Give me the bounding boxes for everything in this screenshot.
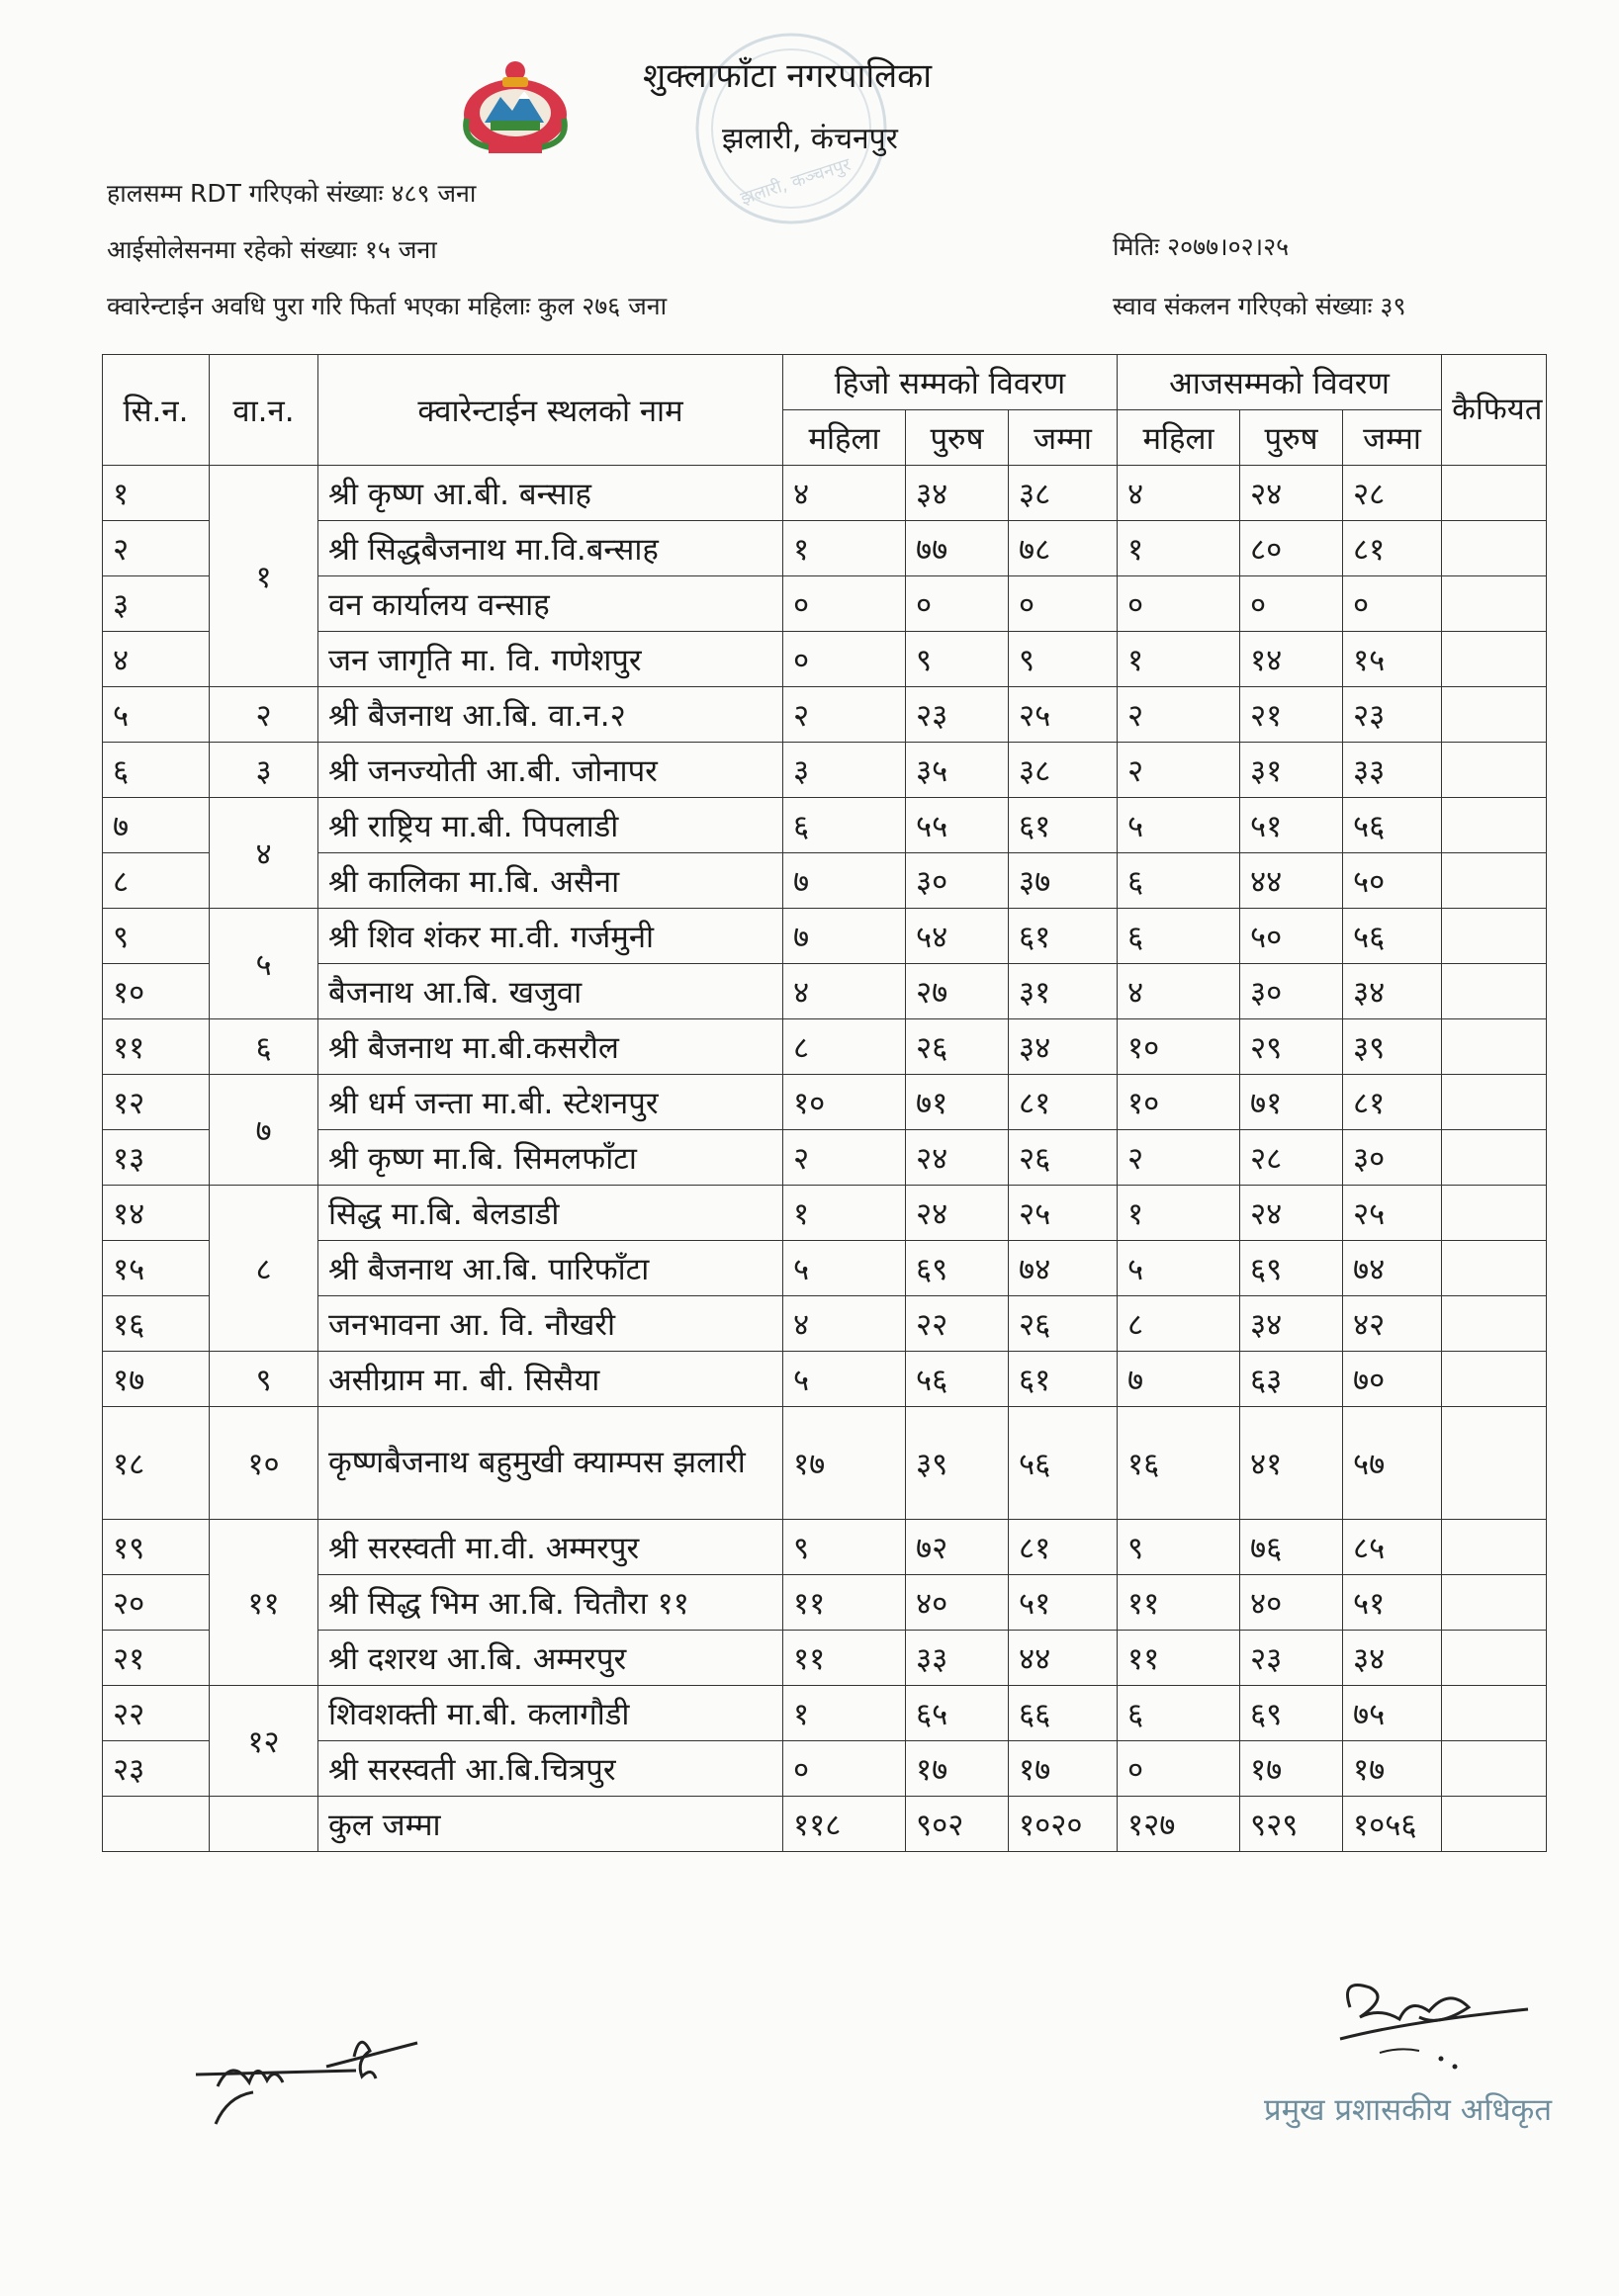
today-male-cell: ६३ <box>1240 1352 1343 1407</box>
remarks-cell <box>1442 1575 1547 1631</box>
ward-cell: १२ <box>210 1686 318 1797</box>
today-female-cell: १० <box>1118 1019 1240 1075</box>
today-male-cell: ३४ <box>1240 1296 1343 1352</box>
today-female-cell: ११ <box>1118 1575 1240 1631</box>
sn-cell: १ <box>103 466 210 521</box>
yesterday-female-cell: ११ <box>783 1575 906 1631</box>
nepal-emblem-icon <box>457 57 574 156</box>
ward-cell: ८ <box>210 1186 318 1352</box>
table-row <box>103 1575 1547 1631</box>
yesterday-male-cell: ७२ <box>906 1520 1009 1575</box>
today-male-cell: ० <box>1240 576 1343 632</box>
sn-cell: १८ <box>103 1407 210 1520</box>
yesterday-female-cell: २ <box>783 687 906 743</box>
yesterday-male-cell: ४० <box>906 1575 1009 1631</box>
office-name: शुक्लाफाँटा नगरपालिका <box>643 56 933 96</box>
remarks-cell <box>1442 1686 1547 1741</box>
isolation-count: आईसोलेसनमा रहेको संख्याः १५ जना <box>107 235 437 264</box>
yesterday-female-header: महिला <box>783 410 906 466</box>
yesterday-female-cell: ११ <box>783 1631 906 1686</box>
today-total-cell: ८१ <box>1343 1075 1442 1130</box>
sn-cell: ३ <box>103 576 210 632</box>
remarks-cell <box>1442 576 1547 632</box>
yesterday-total-cell: १७ <box>1009 1741 1118 1797</box>
today-header: आजसम्मको विवरण <box>1118 355 1442 410</box>
place-cell: श्री सरस्वती आ.बि.चित्रपुर <box>318 1741 783 1797</box>
today-male-cell: ४४ <box>1240 853 1343 909</box>
remarks-cell <box>1442 1186 1547 1241</box>
today-female-header: महिला <box>1118 410 1240 466</box>
yesterday-female-cell: ५ <box>783 1352 906 1407</box>
yesterday-female-cell: १ <box>783 1186 906 1241</box>
yesterday-total-cell: ३८ <box>1009 743 1118 798</box>
today-total-cell: ० <box>1343 576 1442 632</box>
yesterday-total-cell: ९ <box>1009 632 1118 687</box>
today-female-cell: ० <box>1118 576 1240 632</box>
yesterday-total-cell: ६१ <box>1009 1352 1118 1407</box>
yesterday-total-cell: २५ <box>1009 687 1118 743</box>
yesterday-total-cell: ३७ <box>1009 853 1118 909</box>
yesterday-total-cell: २५ <box>1009 1186 1118 1241</box>
today-male-cell: २९ <box>1240 1019 1343 1075</box>
today-female-total: १२७ <box>1118 1797 1240 1852</box>
today-male-cell: १७ <box>1240 1741 1343 1797</box>
total-label: कुल जम्मा <box>318 1797 783 1852</box>
today-male-total: ९२९ <box>1240 1797 1343 1852</box>
yesterday-female-cell: ७ <box>783 853 906 909</box>
place-cell: श्री सिद्ध भिम आ.बि. चितौरा ११ <box>318 1575 783 1631</box>
ward-cell: ४ <box>210 798 318 909</box>
ward-cell: ६ <box>210 1019 318 1075</box>
today-female-cell: २ <box>1118 687 1240 743</box>
table-row <box>103 1186 1547 1241</box>
remarks-cell <box>1442 1797 1547 1852</box>
yesterday-total-cell: ५६ <box>1009 1407 1118 1520</box>
yesterday-total-cell: ६१ <box>1009 798 1118 853</box>
sn-cell: १६ <box>103 1296 210 1352</box>
yesterday-female-cell: २ <box>783 1130 906 1186</box>
left-signature <box>188 2027 425 2136</box>
today-total-cell: ४२ <box>1343 1296 1442 1352</box>
today-male-cell: ८० <box>1240 521 1343 576</box>
sn-cell: ६ <box>103 743 210 798</box>
table-row <box>103 1019 1547 1075</box>
today-total-cell: ३४ <box>1343 964 1442 1019</box>
remarks-cell <box>1442 964 1547 1019</box>
today-male-cell: ५० <box>1240 909 1343 964</box>
yesterday-female-total: ११८ <box>783 1797 906 1852</box>
today-female-cell: १ <box>1118 1186 1240 1241</box>
yesterday-male-cell: ५५ <box>906 798 1009 853</box>
yesterday-total-cell: ६६ <box>1009 1686 1118 1741</box>
table-row <box>103 1741 1547 1797</box>
place-cell: श्री कृष्ण आ.बी. बन्साह <box>318 466 783 521</box>
yesterday-total-cell: २६ <box>1009 1130 1118 1186</box>
officer-title: प्रमुख प्रशासकीय अधिकृत <box>1264 2092 1553 2128</box>
yesterday-female-cell: १ <box>783 1686 906 1741</box>
remarks-cell <box>1442 632 1547 687</box>
place-cell: श्री कृष्ण मा.बि. सिमलफाँटा <box>318 1130 783 1186</box>
ward-cell: १० <box>210 1407 318 1520</box>
table-row <box>103 632 1547 687</box>
today-total-cell: २३ <box>1343 687 1442 743</box>
yesterday-female-cell: ४ <box>783 466 906 521</box>
remarks-cell <box>1442 1296 1547 1352</box>
today-total-cell: ३४ <box>1343 1631 1442 1686</box>
place-cell: जनभावना आ. वि. नौखरी <box>318 1296 783 1352</box>
rdt-count: हालसम्म RDT गरिएको संख्याः ४८९ जना <box>107 179 477 208</box>
yesterday-total-cell: ७८ <box>1009 521 1118 576</box>
table-row <box>103 743 1547 798</box>
today-female-cell: ९ <box>1118 1520 1240 1575</box>
yesterday-female-cell: ४ <box>783 1296 906 1352</box>
table-row <box>103 798 1547 853</box>
today-male-cell: २४ <box>1240 1186 1343 1241</box>
yesterday-male-cell: ३९ <box>906 1407 1009 1520</box>
remarks-cell <box>1442 1520 1547 1575</box>
place-cell: श्री सिद्धबैजनाथ मा.वि.बन्साह <box>318 521 783 576</box>
yesterday-female-cell: ६ <box>783 798 906 853</box>
remarks-cell <box>1442 1407 1547 1520</box>
yesterday-total-header: जम्मा <box>1009 410 1118 466</box>
yesterday-male-cell: २७ <box>906 964 1009 1019</box>
yesterday-male-cell: १७ <box>906 1741 1009 1797</box>
yesterday-total-cell: ० <box>1009 576 1118 632</box>
yesterday-male-cell: ३० <box>906 853 1009 909</box>
today-total-header: जम्मा <box>1343 410 1442 466</box>
table-row <box>103 1130 1547 1186</box>
yesterday-male-cell: ५६ <box>906 1352 1009 1407</box>
yesterday-total-cell: ८१ <box>1009 1520 1118 1575</box>
yesterday-total-cell: ५१ <box>1009 1575 1118 1631</box>
today-total-cell: ५० <box>1343 853 1442 909</box>
today-male-cell: २४ <box>1240 466 1343 521</box>
today-total-cell: १७ <box>1343 1741 1442 1797</box>
table-row <box>103 853 1547 909</box>
place-cell: श्री धर्म जन्ता मा.बी. स्टेशनपुर <box>318 1075 783 1130</box>
sn-cell: ४ <box>103 632 210 687</box>
yesterday-male-cell: २३ <box>906 687 1009 743</box>
yesterday-female-cell: ५ <box>783 1241 906 1296</box>
today-female-cell: ४ <box>1118 964 1240 1019</box>
table-row <box>103 909 1547 964</box>
today-female-cell: ११ <box>1118 1631 1240 1686</box>
today-total-cell: ३३ <box>1343 743 1442 798</box>
place-cell: कृष्णबैजनाथ बहुमुखी क्याम्पस झलारी <box>318 1407 783 1520</box>
today-female-cell: १ <box>1118 632 1240 687</box>
table-row <box>103 1075 1547 1130</box>
ward-cell: ५ <box>210 909 318 1019</box>
today-male-cell: ६९ <box>1240 1241 1343 1296</box>
today-total-cell: ३९ <box>1343 1019 1442 1075</box>
today-female-cell: ६ <box>1118 1686 1240 1741</box>
yesterday-female-cell: ० <box>783 576 906 632</box>
yesterday-male-cell: २६ <box>906 1019 1009 1075</box>
office-address: झलारी, कंचनपुर <box>722 122 898 156</box>
today-male-cell: ४१ <box>1240 1407 1343 1520</box>
place-cell: श्री सरस्वती मा.वी. अम्मरपुर <box>318 1520 783 1575</box>
today-male-cell: ५१ <box>1240 798 1343 853</box>
sn-cell: २२ <box>103 1686 210 1741</box>
today-female-cell: ८ <box>1118 1296 1240 1352</box>
today-male-cell: ३० <box>1240 964 1343 1019</box>
ward-cell: ९ <box>210 1352 318 1407</box>
returned-women-count: क्वारेन्टाईन अवधि पुरा गरि फिर्ता भएका महिलाः कुल २७६ जना <box>107 292 668 320</box>
sn-cell: २ <box>103 521 210 576</box>
place-cell: श्री राष्ट्रिय मा.बी. पिपलाडी <box>318 798 783 853</box>
today-male-cell: ६९ <box>1240 1686 1343 1741</box>
sn-header: सि.न. <box>103 355 210 466</box>
today-total-cell: ७४ <box>1343 1241 1442 1296</box>
yesterday-male-cell: २४ <box>906 1186 1009 1241</box>
yesterday-total-cell: ८१ <box>1009 1075 1118 1130</box>
today-female-cell: १० <box>1118 1075 1240 1130</box>
yesterday-header: हिजो सम्मको विवरण <box>783 355 1118 410</box>
place-cell: श्री बैजनाथ मा.बी.कसरौल <box>318 1019 783 1075</box>
remarks-cell <box>1442 1741 1547 1797</box>
ward-header: वा.न. <box>210 355 318 466</box>
today-total-cell: ३० <box>1343 1130 1442 1186</box>
yesterday-male-cell: ० <box>906 576 1009 632</box>
table-row <box>103 1296 1547 1352</box>
today-male-cell: ३१ <box>1240 743 1343 798</box>
svg-text:झलारी, कञ्चनपुर: झलारी, कञ्चनपुर <box>738 153 854 210</box>
today-total-cell: ८१ <box>1343 521 1442 576</box>
today-female-cell: ५ <box>1118 798 1240 853</box>
yesterday-total-cell: ६१ <box>1009 909 1118 964</box>
sn-cell: २१ <box>103 1631 210 1686</box>
remarks-header: कैफियत <box>1442 355 1547 466</box>
yesterday-total-cell: ४४ <box>1009 1631 1118 1686</box>
today-grand-total: १०५६ <box>1343 1797 1442 1852</box>
place-cell: श्री कालिका मा.बि. असैना <box>318 853 783 909</box>
table-row <box>103 1631 1547 1686</box>
today-total-cell: २८ <box>1343 466 1442 521</box>
today-total-cell: ५७ <box>1343 1407 1442 1520</box>
ward-cell: १ <box>210 466 318 687</box>
today-male-header: पुरुष <box>1240 410 1343 466</box>
yesterday-total-cell: ७४ <box>1009 1241 1118 1296</box>
yesterday-female-cell: १० <box>783 1075 906 1130</box>
place-cell: श्री जनज्योती आ.बी. जोनापर <box>318 743 783 798</box>
sn-cell: २३ <box>103 1741 210 1797</box>
today-male-cell: ७६ <box>1240 1520 1343 1575</box>
yesterday-female-cell: ८ <box>783 1019 906 1075</box>
place-cell: श्री बैजनाथ आ.बि. वा.न.२ <box>318 687 783 743</box>
today-total-cell: ८५ <box>1343 1520 1442 1575</box>
sn-cell: १३ <box>103 1130 210 1186</box>
place-cell: असीग्राम मा. बी. सिसैया <box>318 1352 783 1407</box>
yesterday-female-cell: १ <box>783 521 906 576</box>
remarks-cell <box>1442 1631 1547 1686</box>
sn-cell: १७ <box>103 1352 210 1407</box>
today-total-cell: ७० <box>1343 1352 1442 1407</box>
today-male-cell: २३ <box>1240 1631 1343 1686</box>
sn-cell: ७ <box>103 798 210 853</box>
yesterday-female-cell: ४ <box>783 964 906 1019</box>
sn-cell: १४ <box>103 1186 210 1241</box>
yesterday-total-cell: २६ <box>1009 1296 1118 1352</box>
place-cell: बैजनाथ आ.बि. खजुवा <box>318 964 783 1019</box>
yesterday-female-cell: ३ <box>783 743 906 798</box>
yesterday-male-cell: ३५ <box>906 743 1009 798</box>
table-row <box>103 687 1547 743</box>
remarks-cell <box>1442 853 1547 909</box>
yesterday-total-cell: ३८ <box>1009 466 1118 521</box>
today-female-cell: ५ <box>1118 1241 1240 1296</box>
today-male-cell: २८ <box>1240 1130 1343 1186</box>
remarks-cell <box>1442 466 1547 521</box>
table-row <box>103 1520 1547 1575</box>
remarks-cell <box>1442 798 1547 853</box>
right-signature <box>1320 1968 1538 2076</box>
remarks-cell <box>1442 743 1547 798</box>
today-total-cell: ५६ <box>1343 909 1442 964</box>
remarks-cell <box>1442 521 1547 576</box>
table-row <box>103 466 1547 521</box>
table-row <box>103 1241 1547 1296</box>
place-cell: सिद्ध मा.बि. बेलडाडी <box>318 1186 783 1241</box>
yesterday-male-header: पुरुष <box>906 410 1009 466</box>
yesterday-male-cell: ६५ <box>906 1686 1009 1741</box>
table-row <box>103 576 1547 632</box>
remarks-cell <box>1442 909 1547 964</box>
yesterday-male-cell: ७७ <box>906 521 1009 576</box>
yesterday-grand-total: १०२० <box>1009 1797 1118 1852</box>
yesterday-male-total: ९०२ <box>906 1797 1009 1852</box>
sn-cell: १० <box>103 964 210 1019</box>
yesterday-male-cell: २४ <box>906 1130 1009 1186</box>
yesterday-female-cell: ० <box>783 632 906 687</box>
today-female-cell: ० <box>1118 1741 1240 1797</box>
today-total-cell: २५ <box>1343 1186 1442 1241</box>
place-cell: वन कार्यालय वन्साह <box>318 576 783 632</box>
ward-cell: २ <box>210 687 318 743</box>
report-date: मितिः २०७७।०२।२५ <box>1113 232 1290 261</box>
today-female-cell: १६ <box>1118 1407 1240 1520</box>
today-female-cell: २ <box>1118 743 1240 798</box>
total-row <box>103 1797 1547 1852</box>
yesterday-male-cell: ५४ <box>906 909 1009 964</box>
table-row <box>103 1352 1547 1407</box>
today-total-cell: ५६ <box>1343 798 1442 853</box>
sn-cell: १५ <box>103 1241 210 1296</box>
today-female-cell: ६ <box>1118 909 1240 964</box>
yesterday-male-cell: ३३ <box>906 1631 1009 1686</box>
today-female-cell: २ <box>1118 1130 1240 1186</box>
sn-cell: ११ <box>103 1019 210 1075</box>
sn-cell: १२ <box>103 1075 210 1130</box>
today-total-cell: ७५ <box>1343 1686 1442 1741</box>
yesterday-female-cell: ९ <box>783 1520 906 1575</box>
ward-cell: ११ <box>210 1520 318 1686</box>
remarks-cell <box>1442 1019 1547 1075</box>
ward-cell: ७ <box>210 1075 318 1186</box>
place-cell: जन जागृति मा. वि. गणेशपुर <box>318 632 783 687</box>
quarantine-table <box>102 354 1547 1852</box>
today-female-cell: १ <box>1118 521 1240 576</box>
place-cell: श्री दशरथ आ.बि. अम्मरपुर <box>318 1631 783 1686</box>
sn-cell <box>103 1797 210 1852</box>
sn-cell: ५ <box>103 687 210 743</box>
yesterday-male-cell: ३४ <box>906 466 1009 521</box>
place-cell: शिवशक्ती मा.बी. कलागौडी <box>318 1686 783 1741</box>
ward-cell: ३ <box>210 743 318 798</box>
remarks-cell <box>1442 1241 1547 1296</box>
sn-cell: २० <box>103 1575 210 1631</box>
table-row <box>103 521 1547 576</box>
today-female-cell: ४ <box>1118 466 1240 521</box>
today-male-cell: २१ <box>1240 687 1343 743</box>
place-cell: श्री बैजनाथ आ.बि. पारिफाँटा <box>318 1241 783 1296</box>
yesterday-male-cell: ९ <box>906 632 1009 687</box>
sn-cell: ८ <box>103 853 210 909</box>
yesterday-male-cell: ७१ <box>906 1075 1009 1130</box>
today-male-cell: ७१ <box>1240 1075 1343 1130</box>
today-male-cell: ४० <box>1240 1575 1343 1631</box>
ward-cell <box>210 1797 318 1852</box>
today-total-cell: ५१ <box>1343 1575 1442 1631</box>
place-cell: श्री शिव शंकर मा.वी. गर्जमुनी <box>318 909 783 964</box>
today-female-cell: ६ <box>1118 853 1240 909</box>
table-row <box>103 964 1547 1019</box>
yesterday-male-cell: २२ <box>906 1296 1009 1352</box>
today-female-cell: ७ <box>1118 1352 1240 1407</box>
table-row <box>103 1686 1547 1741</box>
swab-count: स्वाव संकलन गरिएको संख्याः ३९ <box>1113 292 1406 320</box>
today-male-cell: १४ <box>1240 632 1343 687</box>
sn-cell: ९ <box>103 909 210 964</box>
remarks-cell <box>1442 1075 1547 1130</box>
table-row <box>103 1407 1547 1520</box>
yesterday-male-cell: ६९ <box>906 1241 1009 1296</box>
yesterday-female-cell: ० <box>783 1741 906 1797</box>
place-header: क्वारेन्टाईन स्थलको नाम <box>318 355 783 466</box>
today-total-cell: १५ <box>1343 632 1442 687</box>
yesterday-female-cell: १७ <box>783 1407 906 1520</box>
remarks-cell <box>1442 1130 1547 1186</box>
yesterday-total-cell: ३१ <box>1009 964 1118 1019</box>
yesterday-total-cell: ३४ <box>1009 1019 1118 1075</box>
remarks-cell <box>1442 1352 1547 1407</box>
yesterday-female-cell: ७ <box>783 909 906 964</box>
sn-cell: १९ <box>103 1520 210 1575</box>
remarks-cell <box>1442 687 1547 743</box>
